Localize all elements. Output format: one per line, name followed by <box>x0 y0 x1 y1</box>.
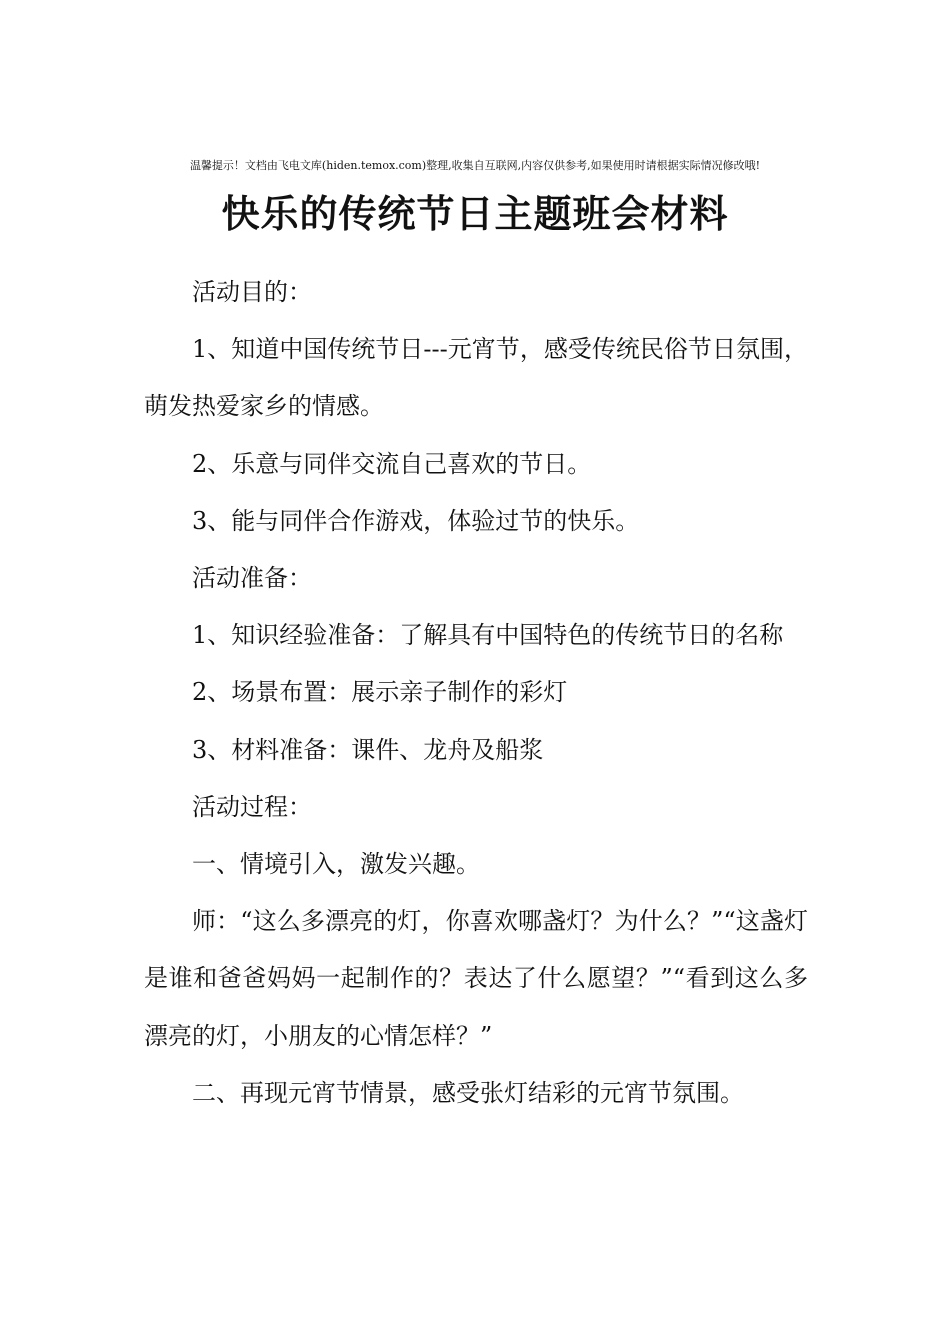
paragraph-purpose-1: 1、知道中国传统节日---元宵节，感受传统民俗节日氛围，萌发热爱家乡的情感。 <box>144 335 808 421</box>
paragraph-purpose-3: 3、能与同伴合作游戏，体验过节的快乐。 <box>192 506 640 535</box>
paragraph-preparation-heading: 活动准备： <box>192 564 312 593</box>
paragraph-process-heading: 活动过程： <box>192 792 312 821</box>
paragraph-teacher-dialogue: 师：“这么多漂亮的灯，你喜欢哪盏灯？为什么？”“这盏灯是谁和爸爸妈妈一起制作的？表达了什么愿望？”“看到这么多漂亮的灯，小朋友的心情怎样？” <box>144 907 808 1050</box>
header-notice: 温馨提示！文档由飞电文库(hiden.temox.com)整理,收集自互联网,内容仅供参考,如果使用时请根据实际情况修改哦! <box>189 159 761 172</box>
paragraph-purpose-heading: 活动目的： <box>192 278 312 306</box>
paragraph-preparation-2: 2、场景布置：展示亲子制作的彩灯 <box>192 678 568 707</box>
paragraph-preparation-3: 3、材料准备：课件、龙舟及船浆 <box>192 735 544 764</box>
paragraph-process-2: 二、再现元宵节情景，感受张灯结彩的元宵节氛围。 <box>192 1078 744 1107</box>
document-body <box>144 264 808 1122</box>
paragraph-preparation-1: 1、知识经验准备：了解具有中国特色的传统节日的名称 <box>192 621 784 650</box>
paragraph-purpose-2: 2、乐意与同伴交流自己喜欢的节日。 <box>192 449 592 478</box>
document-title: 快乐的传统节日主题班会材料 <box>221 192 729 236</box>
paragraph-process-1: 一、情境引入，激发兴趣。 <box>192 850 480 879</box>
